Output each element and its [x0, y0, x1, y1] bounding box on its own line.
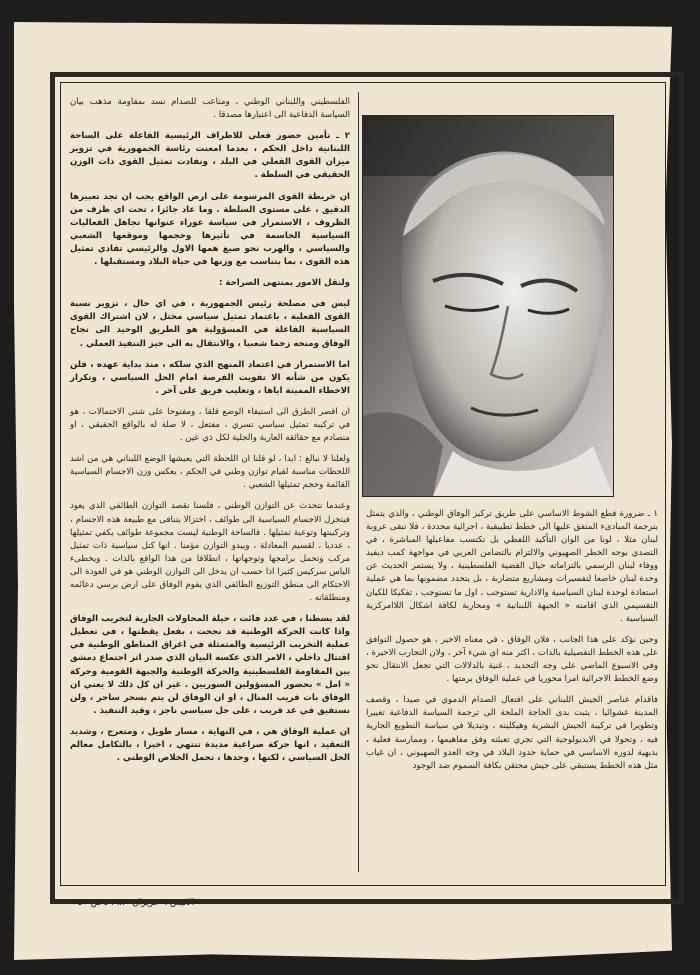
left-paragraph: ليس في مصلحة رئيس الجمهورية ، في اي حال ، تزوير نسبة القوى الفعلية ، باعتماد تمثيل سياسي مختل ، لان اشتراك القوى السياسية الفاعلة في المسؤولية هو الطريق الوحيد الى نجاح الوفاق ومنحه زخما شعبيا ، والانتقال به الى حيز التنفيذ العملي . [70, 299, 350, 349]
left-paragraph: اما الاستمرار في اعتماد المنهج الذي سلكه ، منذ بداية عهده ، فلن يكون من شأنه الا تفويت الفرصة امام الحل السياسي ، وتكرار الاخطاء المميتة اياها ، وتغليب فريق على آخر . [70, 359, 350, 396]
left-paragraph: لقد بسطنا ، في عدد فائت ، حيلة المحاولات الجارية لتخريب الوفاق واذا كانت الحركة الوطنية قد نجحت ، بفعل يقظتها ، في تعطيل عملية التخريب الرئيسية والمتمثلة في اغراق المناطق الوطنية في اقتتال داخلي ، الامر الذي عكسه البيان الذي صدر اثر اجتماع دمشق بين المقاومة الفلسطينية والحركة الوطنية والجبهة القومية وحركة « امل » بحضور المسؤولين السوريين . غير ان كل ذلك لا يعني ان الوفاق بات قريب المنال ، او ان الوفاق لن يتم بسحر ساحر ، ولن نستفيق في غد قريب ، على حل سياسي ناجز ، وقيد التنفيذ . [70, 614, 350, 716]
left-paragraph: ولنقل الامور بمنتهى الصراحة : [218, 278, 350, 289]
left-paragraph: ان اقصر الطرق الى استيفاء الوضع قلقا ، ومفتوحا على شتى الاحتمالات ، هو في تركيبه تمثيل سياسي تسري ، مفتعل ، لا صلة له بالواقع الحقيقي ، او متصادم مع حقائقه العارية والجلية لكل ذي عين . [70, 406, 350, 444]
right-paragraph: فاقدام عناصر الجيش اللبناني على افتعال الصدام الدموي في صيدا ، وقصف المدينة عشوائيا ، يثبت بدى الحاجة الملحة الى ترجمة السياسة الدفاعية تغييرا وتطويرا في تركيبة الجيش البشرية وهيكليته ، وتبديلا في سياسة التطويع الجارية فيه ، وتحولا في الايديولوجية التي تجري تعبئته وفق مفاهيمها ، وممارسة فعلية ، بديهية لدوره الاساسي في حماية حدود البلاد في وجه العدو الصهيوني ، ان غياب مثل هذه الخطط يستبقي على جيش محتقن بكافة السموم ضد الوجود [366, 695, 658, 771]
column-divider [358, 92, 359, 872]
left-paragraph: الفلسطيني واللبناني الوطني ، ومتاعب للصدام نسد بمقاومة مذهب بيان السياسة الدفاعية الى اعتبارها مصدقا . [70, 97, 350, 121]
left-paragraph: ٢ ـ تأمين حضور فعلي للاطراف الرئيسية الفاعلة على الساحة اللبنانية داخل الحكم ، بعدما امعنت رئاسة الجمهورية في تزوير ميزان القوى الفعلي في البلد ، ونفادت تمثيل القوى ذات الوزن الحقيقي في السلطة . [70, 131, 350, 181]
left-column-text [70, 96, 350, 773]
right-paragraph: وحين نؤكد على هذا الجانب ، فلان الوفاق ، في معناه الاخير ، هو حصول التوافق على هذه الخطط التفصيلية بالذات ، اكثر منه اي شيء آخر ، ولان التجارب الاخيرة ، وفي الاسبوع الماضي على وجه التحديد ، غنية بالدلالات التي تجعل الانتقال نحو وضع الخطط الاجرائية امرا محوريا في عملية الوفاق برمتها . [366, 634, 658, 685]
left-paragraph: وعندما نتحدث عن التوازن الوطني ، فلسنا نقصد التوازن الطائفي الذي يعود فيتخزل الاجسام السياسية الى طوائف ، اختزالا يتنافى مع طبيعة هذه الاجسام ، وتركيبتها وتوعية تمثيلها . فالساحة الوطنية ليست مجموعة طوائف يكفي تمثيلها ، عدديا ، لقسيم المعادلة ، ويبدو التوازن مؤمنا . انها كتل سياسية ذات تمثيل مركب وتحمل برامجها وتوجهاتها ، انطلاقا من هذا الواقع بالذات . ويخطىء الياس سركيس كثيرا اذا حسب ان يدخل الى التوازن الوطني هو في العودة الى الاحتكام الى منطق التوزيع الطائفي الذي يقوم الوفاق على ارض برسي دعائمه ومنطلقاته . [70, 501, 350, 604]
portrait-image [363, 116, 613, 496]
left-paragraph: ولعلنا لا نبالغ : ابدا ، لو قلنا ان اللحظة التي يعيشها الوضع اللبناني هي من اشد اللحظات مناسبة لقيام توازن وطني في الحكم ، يعكس وزن الاجسام السياسية القائمة وحجم تمثيلها الشعبي . [70, 454, 350, 491]
portrait-photo [362, 115, 614, 497]
right-column-text [366, 508, 658, 781]
page-footer: الانيس ٩ حزيران ١٩٨٠ ـ ص «٥» [72, 898, 195, 908]
right-paragraph: ١ ـ ضرورة قطع الشوط الاساسي على طريق تركيز الوفاق الوطني ، والذي يتمثل بترجمة المبادىء المتفق عليها الى خطط تطبيقية ، اجرائية محددة ، فلا تبقى عروبة لبنان مثلا ، لونا من الوان التأكيد اللفظي بل تكتسب مفاعيلها المباشرة ، في التصدي بوجه الخطر الصهيوني والالتزام بالتضامن العربي في مواجهة كمب ديفيد ووفاء لبنان الرسمي بالتزاماته حيال القضية الفلسطينية ، ولا يستمر الحديث عن وحدة لبنان خاضعا لتفسيرات ومشاريع متضاربة ، بل يتحدد مضمونها بما هي عملية استعادة لوحدة لبنان السياسية والادارية تستوجب ، اول ما تستوجب ، تفكيكا للكيان التقسيمي الذي اقامته « الجبهة اللبنانية » ومحاربة لكافة اشكال اللاامركزية السياسية . [366, 509, 658, 624]
left-paragraph: ان خريطة القوى المرسومة على ارض الواقع يجب ان تجد تعبيرها الدقيق ، على مستوى السلطة . وما عاد جائزا ، تحت اي ظرف من الظروف ، الاستمرار في سياسة عوراء عنوانها تجاهل الفعاليات السياسية الحاسمة في تأثيرها وحجمها وموقعها الشعبي والسياسي ، والهرب نحو صيغ همها الاول والرئيسي تفادي تمثيل هذه القوى ، بما يتناسب مع وزنها في حياة البلاد ومستقبلها . [70, 191, 350, 268]
left-paragraph: ان عملية الوفاق هي ، في النهاية ، مسار طويل ، ومتعرج ، وشديد التعقيد ، انها حركة صراعية مديدة تنتهي ، اخيرا ، بالتكامل معالم الحل السياسي ، لكنها ، وحدها ، تحمل الخلاص الوطني . [70, 726, 350, 764]
